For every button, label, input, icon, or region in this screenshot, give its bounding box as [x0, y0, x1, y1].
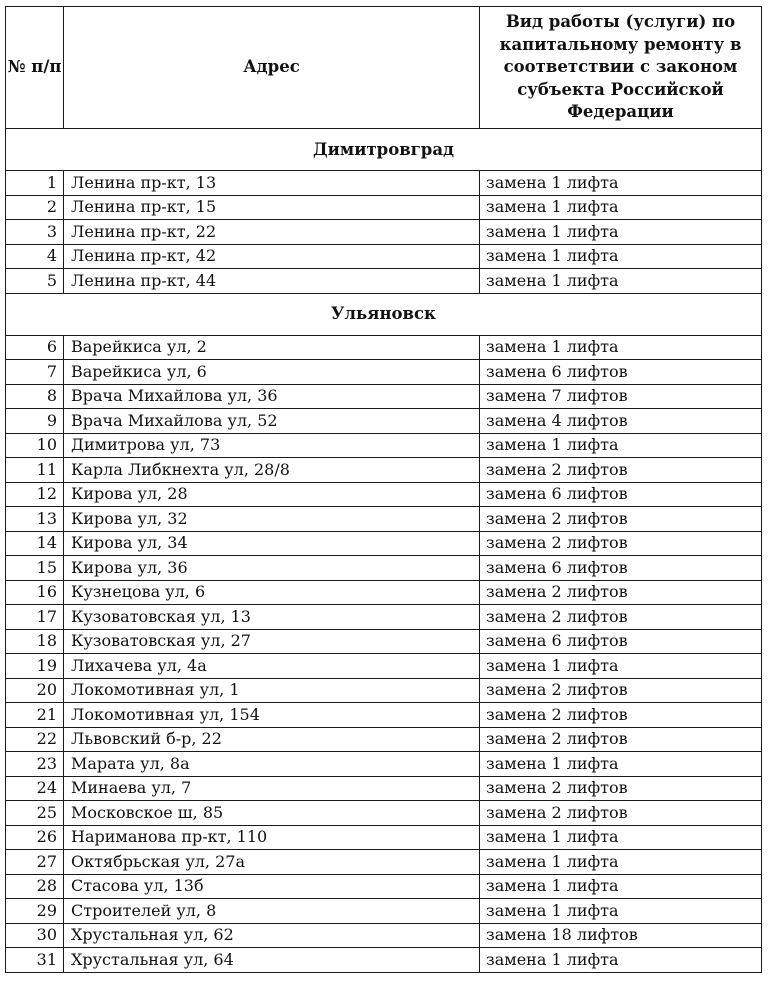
row-number: 26	[6, 825, 64, 850]
table-row	[6, 703, 762, 728]
table-row	[6, 195, 762, 220]
row-number: 11	[6, 458, 64, 483]
row-number: 3	[6, 220, 64, 245]
row-number: 17	[6, 605, 64, 630]
row-address: Кузоватовская ул, 13	[64, 605, 480, 630]
row-address: Ленина пр-кт, 44	[64, 269, 480, 294]
row-work-type: замена 1 лифта	[480, 654, 762, 679]
row-work-type: замена 2 лифтов	[480, 703, 762, 728]
table-row	[6, 556, 762, 581]
row-work-type: замена 2 лифтов	[480, 776, 762, 801]
row-work-type: замена 1 лифта	[480, 850, 762, 875]
table-row	[6, 605, 762, 630]
row-work-type: замена 1 лифта	[480, 195, 762, 220]
row-work-type: замена 2 лифтов	[480, 531, 762, 556]
row-address: Хрустальная ул, 64	[64, 948, 480, 973]
table-row	[6, 776, 762, 801]
row-number: 24	[6, 776, 64, 801]
row-number: 10	[6, 433, 64, 458]
table-header-row	[6, 7, 762, 129]
repair-table	[5, 6, 762, 973]
row-work-type: замена 1 лифта	[480, 899, 762, 924]
row-number: 8	[6, 384, 64, 409]
row-number: 1	[6, 171, 64, 196]
city-name: Димитровград	[6, 129, 762, 171]
table-row	[6, 874, 762, 899]
city-name: Ульяновск	[6, 293, 762, 335]
row-address: Варейкиса ул, 2	[64, 335, 480, 360]
row-address: Димитрова ул, 73	[64, 433, 480, 458]
table-row	[6, 948, 762, 973]
row-number: 14	[6, 531, 64, 556]
table-row	[6, 678, 762, 703]
row-work-type: замена 1 лифта	[480, 752, 762, 777]
row-work-type: замена 2 лифтов	[480, 605, 762, 630]
table-row	[6, 850, 762, 875]
row-address: Хрустальная ул, 62	[64, 923, 480, 948]
table-body	[6, 129, 762, 973]
row-number: 25	[6, 801, 64, 826]
row-number: 28	[6, 874, 64, 899]
row-work-type: замена 1 лифта	[480, 269, 762, 294]
row-number: 30	[6, 923, 64, 948]
row-address: Ленина пр-кт, 15	[64, 195, 480, 220]
row-number: 6	[6, 335, 64, 360]
header-address: Адрес	[64, 7, 480, 129]
table-row	[6, 244, 762, 269]
table-row	[6, 727, 762, 752]
row-work-type: замена 7 лифтов	[480, 384, 762, 409]
table-row	[6, 360, 762, 385]
row-address: Стасова ул, 13б	[64, 874, 480, 899]
table-row	[6, 899, 762, 924]
row-number: 21	[6, 703, 64, 728]
row-work-type: замена 1 лифта	[480, 335, 762, 360]
row-work-type: замена 1 лифта	[480, 948, 762, 973]
row-work-type: замена 18 лифтов	[480, 923, 762, 948]
row-work-type: замена 2 лифтов	[480, 507, 762, 532]
table-row	[6, 433, 762, 458]
row-address: Кирова ул, 32	[64, 507, 480, 532]
header-work: Вид работы (услуги) по капитальному ремонту в соответствии с законом субъекта Российской Федерации	[480, 7, 762, 129]
table-row	[6, 654, 762, 679]
row-address: Карла Либкнехта ул, 28/8	[64, 458, 480, 483]
row-address: Нариманова пр-кт, 110	[64, 825, 480, 850]
row-work-type: замена 1 лифта	[480, 244, 762, 269]
row-work-type: замена 2 лифтов	[480, 580, 762, 605]
table-row	[6, 531, 762, 556]
row-address: Врача Михайлова ул, 52	[64, 409, 480, 434]
row-number: 12	[6, 482, 64, 507]
city-group-row	[6, 129, 762, 171]
row-work-type: замена 2 лифтов	[480, 727, 762, 752]
row-number: 20	[6, 678, 64, 703]
row-work-type: замена 6 лифтов	[480, 629, 762, 654]
table-row	[6, 220, 762, 245]
row-address: Ленина пр-кт, 42	[64, 244, 480, 269]
row-address: Кузоватовская ул, 27	[64, 629, 480, 654]
header-num: № п/п	[6, 7, 64, 129]
row-address: Львовский б-р, 22	[64, 727, 480, 752]
table-row	[6, 825, 762, 850]
table-row	[6, 629, 762, 654]
table-row	[6, 269, 762, 294]
table-row	[6, 335, 762, 360]
row-work-type: замена 6 лифтов	[480, 556, 762, 581]
row-work-type: замена 1 лифта	[480, 874, 762, 899]
row-number: 2	[6, 195, 64, 220]
row-address: Марата ул, 8а	[64, 752, 480, 777]
row-number: 4	[6, 244, 64, 269]
row-address: Московское ш, 85	[64, 801, 480, 826]
table-row	[6, 409, 762, 434]
row-address: Лихачева ул, 4а	[64, 654, 480, 679]
row-number: 18	[6, 629, 64, 654]
row-work-type: замена 6 лифтов	[480, 482, 762, 507]
row-number: 29	[6, 899, 64, 924]
row-work-type: замена 1 лифта	[480, 171, 762, 196]
row-work-type: замена 2 лифтов	[480, 801, 762, 826]
table-row	[6, 923, 762, 948]
row-address: Ленина пр-кт, 22	[64, 220, 480, 245]
row-work-type: замена 1 лифта	[480, 825, 762, 850]
table-row	[6, 801, 762, 826]
table-row	[6, 580, 762, 605]
row-address: Кирова ул, 28	[64, 482, 480, 507]
row-number: 23	[6, 752, 64, 777]
row-number: 7	[6, 360, 64, 385]
row-address: Локомотивная ул, 154	[64, 703, 480, 728]
row-number: 27	[6, 850, 64, 875]
row-number: 22	[6, 727, 64, 752]
row-address: Октябрьская ул, 27а	[64, 850, 480, 875]
row-address: Кузнецова ул, 6	[64, 580, 480, 605]
row-work-type: замена 6 лифтов	[480, 360, 762, 385]
row-number: 15	[6, 556, 64, 581]
city-group-row	[6, 293, 762, 335]
row-address: Варейкиса ул, 6	[64, 360, 480, 385]
row-work-type: замена 1 лифта	[480, 220, 762, 245]
row-work-type: замена 2 лифтов	[480, 458, 762, 483]
table-row	[6, 752, 762, 777]
row-address: Локомотивная ул, 1	[64, 678, 480, 703]
row-address: Кирова ул, 36	[64, 556, 480, 581]
table-row	[6, 384, 762, 409]
row-work-type: замена 1 лифта	[480, 433, 762, 458]
row-number: 19	[6, 654, 64, 679]
row-number: 31	[6, 948, 64, 973]
row-address: Врача Михайлова ул, 36	[64, 384, 480, 409]
table-row	[6, 507, 762, 532]
row-number: 16	[6, 580, 64, 605]
row-work-type: замена 4 лифтов	[480, 409, 762, 434]
table-row	[6, 171, 762, 196]
row-number: 9	[6, 409, 64, 434]
row-number: 13	[6, 507, 64, 532]
table-row	[6, 482, 762, 507]
row-address: Ленина пр-кт, 13	[64, 171, 480, 196]
row-work-type: замена 2 лифтов	[480, 678, 762, 703]
row-address: Кирова ул, 34	[64, 531, 480, 556]
row-address: Минаева ул, 7	[64, 776, 480, 801]
row-address: Строителей ул, 8	[64, 899, 480, 924]
table-row	[6, 458, 762, 483]
row-number: 5	[6, 269, 64, 294]
